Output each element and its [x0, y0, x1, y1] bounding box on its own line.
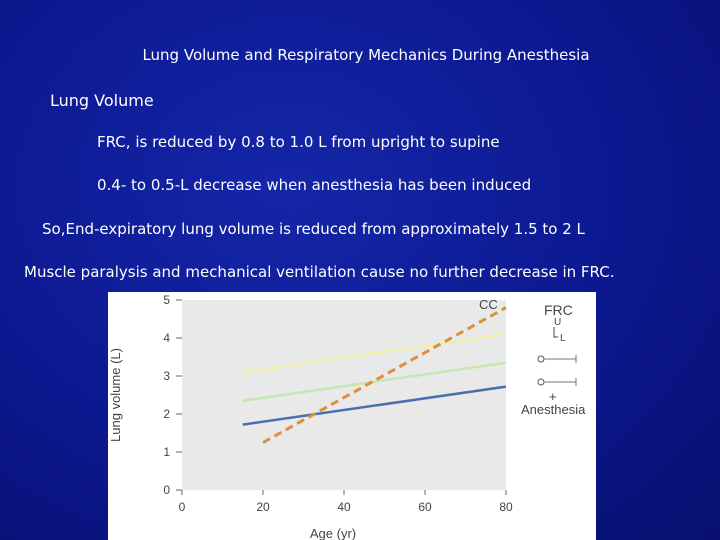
chart-canvas — [108, 292, 596, 540]
bullet-line: So,End-expiratory lung volume is reduced from approximately 1.5 to 2 L — [42, 220, 585, 238]
bullet-line: FRC, is reduced by 0.8 to 1.0 L from upright to supine — [97, 133, 500, 151]
section-heading: Lung Volume — [50, 91, 154, 110]
legend-plus: + — [549, 389, 557, 404]
legend-anesthesia-marker-icon — [538, 379, 544, 385]
plot-area — [182, 300, 506, 490]
x-axis-label: Age (yr) — [309, 526, 357, 540]
x-tick-label: 20 — [256, 500, 270, 514]
legend-lying-marker-icon — [538, 356, 544, 362]
y-tick-label: 5 — [163, 293, 170, 307]
plot-background — [182, 300, 506, 490]
legend-frc-label: FRC — [544, 302, 573, 318]
lung-volume-chart — [108, 292, 596, 540]
bullet-line: Muscle paralysis and mechanical ventilation cause no further decrease in FRC. — [24, 263, 615, 281]
y-tick-label: 3 — [163, 369, 170, 383]
legend-anesthesia-label: Anesthesia — [521, 402, 586, 417]
y-tick-label: 2 — [163, 407, 170, 421]
bullet-line: 0.4- to 0.5-L decrease when anesthesia has been induced — [97, 176, 532, 194]
x-tick-label: 40 — [337, 500, 351, 514]
cc-label: CC — [479, 297, 498, 312]
legend-frc-sub-lying: L — [560, 333, 566, 344]
y-tick-label: 4 — [163, 331, 170, 345]
slide-title: Lung Volume and Respiratory Mechanics During Anesthesia — [142, 46, 590, 64]
x-tick-label: 60 — [418, 500, 432, 514]
legend — [521, 302, 586, 417]
y-tick-label: 0 — [163, 483, 170, 497]
legend-frc-sub-upright: U — [554, 317, 562, 328]
x-tick-label: 0 — [178, 500, 186, 514]
y-tick-label: 1 — [163, 445, 170, 459]
legend-bracket-icon — [554, 327, 558, 337]
y-axis-label: Lung volume (L) — [108, 348, 123, 442]
x-tick-label: 80 — [499, 500, 513, 514]
